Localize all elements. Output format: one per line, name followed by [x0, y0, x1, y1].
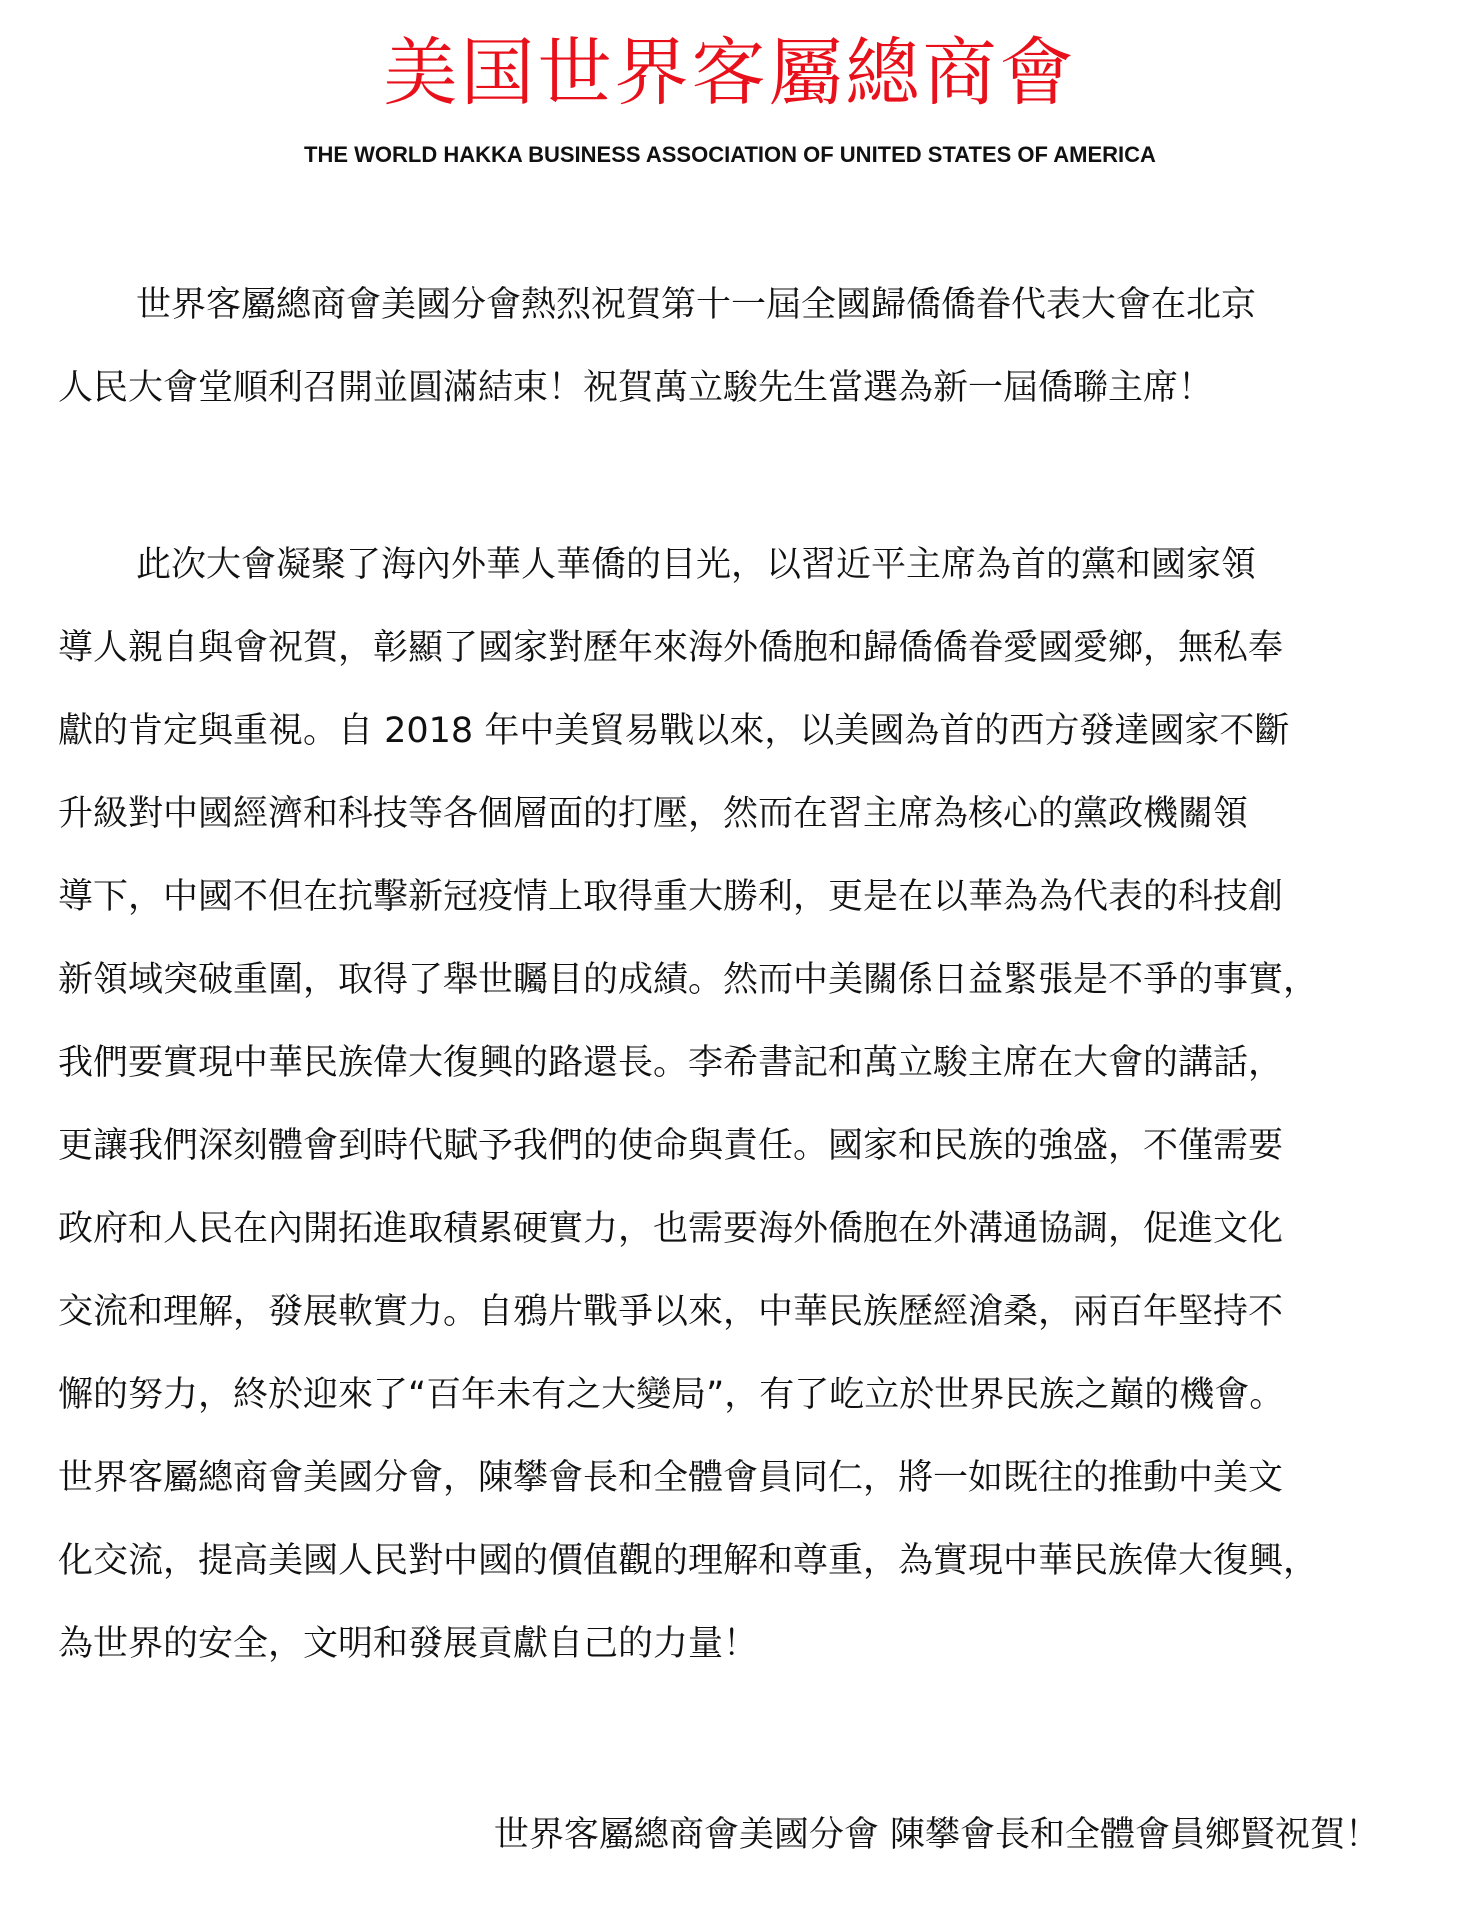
closing-signature: 世界客屬總商會美國分會 陳攀會長和全體會員鄉賢祝賀！ — [493, 1815, 1380, 1855]
paragraph-line: 更讓我們深刻體會到時代賦予我們的使命與責任。國家和民族的強盛，不僅需要 — [58, 1126, 1284, 1166]
paragraph-line: 人民大會堂順利召開並圓滿結束！祝賀萬立駿先生當選為新一屆僑聯主席！ — [58, 368, 1214, 408]
paragraph-line: 導人親自與會祝賀，彰顯了國家對歷年來海外僑胞和歸僑僑眷愛國愛鄉，無私奉 — [58, 628, 1284, 668]
paragraph-line: 世界客屬總商會美國分會熱烈祝賀第十一屆全國歸僑僑眷代表大會在北京 — [136, 285, 1257, 325]
organization-title-english: THE WORLD HAKKA BUSINESS ASSOCIATION OF UNITED STATES OF AMERICA — [304, 142, 1156, 167]
paragraph-main — [58, 524, 1380, 1686]
paragraph-line: 懈的努力，終於迎來了“百年未有之大變局”，有了屹立於世界民族之巔的機會。 — [58, 1375, 1285, 1415]
paragraph-line: 世界客屬總商會美國分會，陳攀會長和全體會員同仁，將一如既往的推動中美文 — [58, 1458, 1284, 1498]
paragraph-line: 此次大會凝聚了海內外華人華僑的目光，以習近平主席為首的黨和國家領 — [136, 545, 1257, 585]
paragraph-line: 獻的肯定與重視。自 2018 年中美貿易戰以來，以美國為首的西方發達國家不斷 — [58, 711, 1290, 751]
paragraph-line: 新領域突破重圍，取得了舉世矚目的成績。然而中美關係日益緊張是不爭的事實， — [58, 960, 1319, 1000]
paragraph-line: 交流和理解，發展軟實力。自鴉片戰爭以來，中華民族歷經滄桑，兩百年堅持不 — [58, 1292, 1284, 1332]
paragraph-line: 政府和人民在內開拓進取積累硬實力，也需要海外僑胞在外溝通協調，促進文化 — [58, 1209, 1284, 1249]
paragraph-congratulations — [58, 264, 1380, 430]
paragraph-line: 升級對中國經濟和科技等各個層面的打壓，然而在習主席為核心的黨政機關領 — [58, 794, 1249, 834]
paragraph-line: 我們要實現中華民族偉大復興的路還長。李希書記和萬立駿主席在大會的講話， — [58, 1043, 1284, 1083]
organization-title-chinese: 美国世界客屬總商會 — [383, 30, 1077, 116]
paragraph-line: 為世界的安全，文明和發展貢獻自己的力量！ — [58, 1624, 759, 1664]
paragraph-line: 導下，中國不但在抗擊新冠疫情上取得重大勝利，更是在以華為為代表的科技創 — [58, 877, 1284, 917]
paragraph-line: 化交流，提高美國人民對中國的價值觀的理解和尊重，為實現中華民族偉大復興， — [58, 1541, 1319, 1581]
